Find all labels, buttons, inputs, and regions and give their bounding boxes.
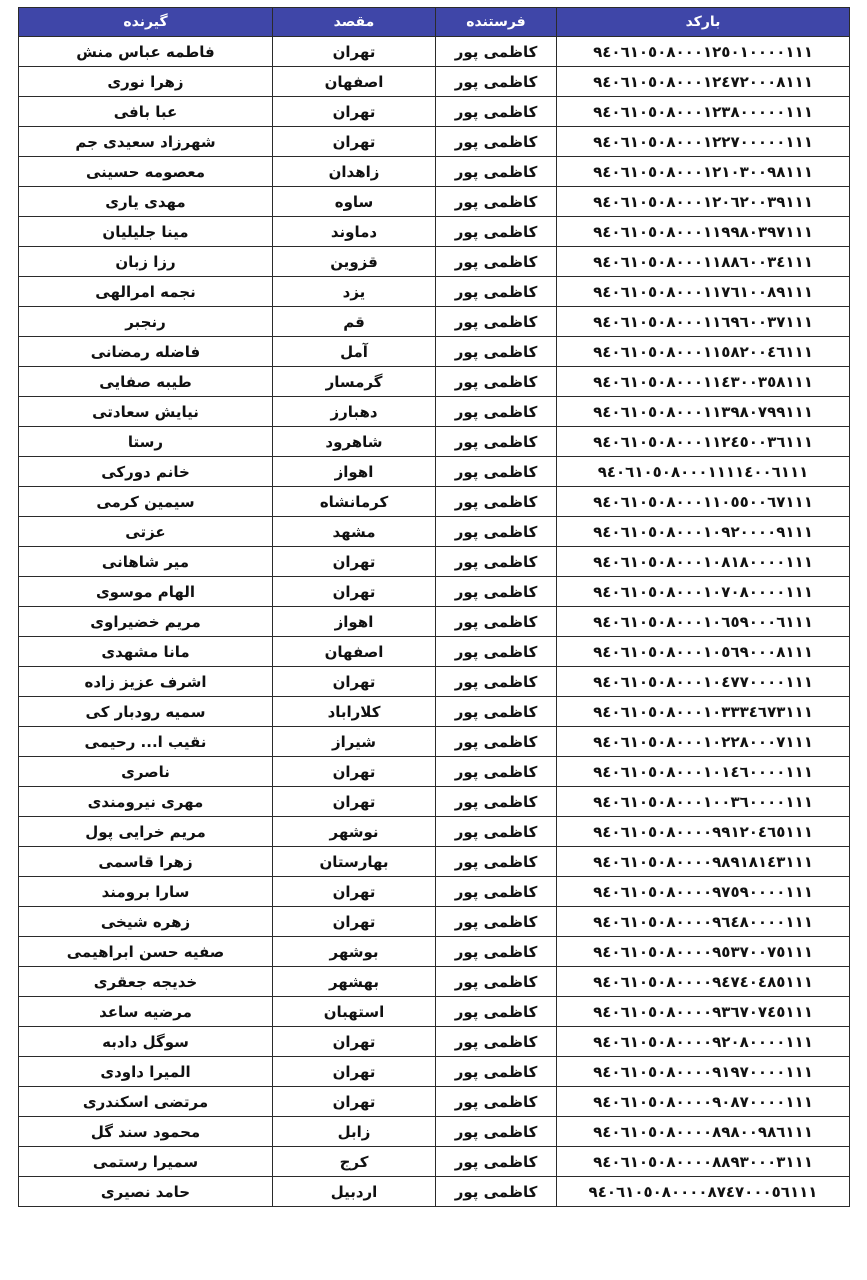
destination-cell: اهواز [273,607,436,637]
header-row [19,8,850,37]
destination-cell: بوشهر [273,937,436,967]
shipment-sheet [18,7,849,1207]
table-row [19,997,850,1027]
destination-cell: تهران [273,787,436,817]
table-row [19,697,850,727]
sender-cell: کاظمی پور [436,157,557,187]
destination-cell: استهبان [273,997,436,1027]
recipient-cell: الهام موسوی [19,577,273,607]
sender-cell: کاظمی پور [436,187,557,217]
recipient-cell: ناصری [19,757,273,787]
recipient-cell: اشرف عزیز زاده [19,667,273,697]
barcode-cell: ۹٤۰٦۱۰٥۰۸۰۰۰۰۹۱۹۷۰۰۰۰۱۱۱ [557,1057,850,1087]
barcode-cell: ۹٤۰٦۱۰٥۰۸۰۰۰۱۲۲۷۰۰۰۰۰۱۱۱ [557,127,850,157]
header-destination: مقصد [273,8,436,37]
barcode-cell: ۹٤۰٦۱۰٥۰۸۰۰۰۱۰۰۳٦۰۰۰۰۱۱۱ [557,787,850,817]
destination-cell: دماوند [273,217,436,247]
table-row [19,127,850,157]
destination-cell: تهران [273,1057,436,1087]
barcode-cell: ۹٤۰٦۱۰٥۰۸۰۰۰۱۰۳۳۳٤٦۷۳۱۱۱ [557,697,850,727]
table-row [19,907,850,937]
table-row [19,877,850,907]
sender-cell: کاظمی پور [436,847,557,877]
recipient-cell: عزتی [19,517,273,547]
recipient-cell: مرتضی اسکندری [19,1087,273,1117]
barcode-cell: ۹٤۰٦۱۰٥۰۸۰۰۰۱۲٥۰۱۰۰۰۰۱۱۱ [557,37,850,67]
destination-cell: تهران [273,97,436,127]
barcode-cell: ۹٤۰٦۱۰٥۰۸۰۰۰۰۹۹۱۲۰٤٦٥۱۱۱ [557,817,850,847]
sender-cell: کاظمی پور [436,1087,557,1117]
header-sender: فرستنده [436,8,557,37]
recipient-cell: مریم خرایی پول [19,817,273,847]
barcode-cell: ۹٤۰٦۱۰٥۰۸۰۰۰۱۱٥۸۲۰۰٤٦۱۱۱ [557,337,850,367]
table-row [19,667,850,697]
sender-cell: کاظمی پور [436,127,557,157]
sender-cell: کاظمی پور [436,247,557,277]
recipient-cell: معصومه حسینی [19,157,273,187]
destination-cell: قم [273,307,436,337]
barcode-cell: ۹٤۰٦۱۰٥۰۸۰۰۰۱۲۱۰۳۰۰۹۸۱۱۱ [557,157,850,187]
recipient-cell: میر شاهانی [19,547,273,577]
table-row [19,367,850,397]
sender-cell: کاظمی پور [436,1027,557,1057]
recipient-cell: مهری نیرومندی [19,787,273,817]
destination-cell: تهران [273,757,436,787]
sender-cell: کاظمی پور [436,757,557,787]
recipient-cell: شهرزاد سعیدی جم [19,127,273,157]
barcode-cell: ۹٤۰٦۱۰٥۰۸۰۰۰۰۹۸۹۱۸۱٤۳۱۱۱ [557,847,850,877]
destination-cell: تهران [273,907,436,937]
sender-cell: کاظمی پور [436,727,557,757]
table-row [19,457,850,487]
table-row [19,757,850,787]
table-row [19,607,850,637]
barcode-cell: ۹٤۰٦۱۰٥۰۸۰۰۰۰۹۰۸۷۰۰۰۰۱۱۱ [557,1087,850,1117]
barcode-cell: ۹٤۰٦۱۰٥۰۸۰۰۰۱۱٤۳۰۰۳٥۸۱۱۱ [557,367,850,397]
recipient-cell: خانم دورکی [19,457,273,487]
barcode-cell: ۹٤۰٦۱۰٥۰۸۰۰۰۱۱۳۹۸۰۷۹۹۱۱۱ [557,397,850,427]
barcode-cell: ۹٤۰٦۱۰٥۰۸۰۰۰۱۱٦۹٦۰۰۳۷۱۱۱ [557,307,850,337]
barcode-cell: ۹٤۰٦۱۰٥۰۸۰۰۰۱۱۲٤٥۰۰۳٦۱۱۱ [557,427,850,457]
destination-cell: یزد [273,277,436,307]
table-row [19,187,850,217]
barcode-cell: ۹٤۰٦۱۰٥۰۸۰۰۰۱۱۰٥٥۰۰٦۷۱۱۱ [557,487,850,517]
shipment-table [18,7,850,1207]
barcode-cell: ۹٤۰٦۱۰٥۰۸۰۰۰۰۹٥۳۷۰۰۷٥۱۱۱ [557,937,850,967]
barcode-cell: ۹٤۰٦۱۰٥۰۸۰۰۰۱۰٦٥۹۰۰۰٦۱۱۱ [557,607,850,637]
recipient-cell: زهره شیخی [19,907,273,937]
recipient-cell: سیمین کرمی [19,487,273,517]
recipient-cell: سارا برومند [19,877,273,907]
table-row [19,487,850,517]
destination-cell: کرج [273,1147,436,1177]
barcode-cell: ۹٤۰٦۱۰٥۰۸۰۰۰۱۱۸۸٦۰۰۳٤۱۱۱ [557,247,850,277]
sender-cell: کاظمی پور [436,817,557,847]
table-row [19,637,850,667]
table-row [19,577,850,607]
destination-cell: شاهرود [273,427,436,457]
recipient-cell: المیرا داودی [19,1057,273,1087]
sender-cell: کاظمی پور [436,937,557,967]
table-row [19,1177,850,1207]
destination-cell: قزوین [273,247,436,277]
destination-cell: تهران [273,1087,436,1117]
table-row [19,787,850,817]
sender-cell: کاظمی پور [436,487,557,517]
barcode-cell: ۹٤۰٦۱۰٥۰۸۰۰۰۰۸۷٤۷۰۰۰٥٦۱۱۱ [557,1177,850,1207]
barcode-cell: ۹٤۰٦۱۰٥۰۸۰۰۰۱۰۹۲۰۰۰۰۹۱۱۱ [557,517,850,547]
recipient-cell: مریم خضیراوی [19,607,273,637]
destination-cell: مشهد [273,517,436,547]
table-row [19,37,850,67]
recipient-cell: مانا مشهدی [19,637,273,667]
destination-cell: زاهدان [273,157,436,187]
barcode-cell: ۹٤۰٦۱۰٥۰۸۰۰۰۱۱۱۱٤۰۰٦۱۱۱ [557,457,850,487]
recipient-cell: طیبه صفایی [19,367,273,397]
barcode-cell: ۹٤۰٦۱۰٥۰۸۰۰۰۰۹۲۰۸۰۰۰۰۱۱۱ [557,1027,850,1057]
table-header [19,8,850,37]
recipient-cell: مرضیه ساعد [19,997,273,1027]
table-row [19,337,850,367]
sender-cell: کاظمی پور [436,1057,557,1087]
destination-cell: ساوه [273,187,436,217]
recipient-cell: محمود سند گل [19,1117,273,1147]
recipient-cell: فاضله رمضانی [19,337,273,367]
table-row [19,1087,850,1117]
table-row [19,217,850,247]
sender-cell: کاظمی پور [436,787,557,817]
destination-cell: اردبیل [273,1177,436,1207]
sender-cell: کاظمی پور [436,967,557,997]
barcode-cell: ۹٤۰٦۱۰٥۰۸۰۰۰۱۰٥٦۹۰۰۰۸۱۱۱ [557,637,850,667]
recipient-cell: عبا بافی [19,97,273,127]
table-row [19,517,850,547]
table-row [19,967,850,997]
destination-cell: بهارستان [273,847,436,877]
recipient-cell: نیایش سعادتی [19,397,273,427]
recipient-cell: مهدی یاری [19,187,273,217]
recipient-cell: سمیرا رستمی [19,1147,273,1177]
destination-cell: اصفهان [273,637,436,667]
recipient-cell: زهرا قاسمی [19,847,273,877]
barcode-cell: ۹٤۰٦۱۰٥۰۸۰۰۰۱۱۹۹۸۰۳۹۷۱۱۱ [557,217,850,247]
table-row [19,247,850,277]
destination-cell: شیراز [273,727,436,757]
barcode-cell: ۹٤۰٦۱۰٥۰۸۰۰۰۰۸۹۸۰۰۹۸٦۱۱۱ [557,1117,850,1147]
table-row [19,1147,850,1177]
barcode-cell: ۹٤۰٦۱۰٥۰۸۰۰۰۱۲۰٦۲۰۰۳۹۱۱۱ [557,187,850,217]
barcode-cell: ۹٤۰٦۱۰٥۰۸۰۰۰۰۹۳٦۷۰۷٤٥۱۱۱ [557,997,850,1027]
sender-cell: کاظمی پور [436,457,557,487]
destination-cell: گرمسار [273,367,436,397]
recipient-cell: سوگل دادبه [19,1027,273,1057]
table-row [19,817,850,847]
destination-cell: تهران [273,667,436,697]
barcode-cell: ۹٤۰٦۱۰٥۰۸۰۰۰۱۰۸۱۸۰۰۰۰۱۱۱ [557,547,850,577]
destination-cell: اصفهان [273,67,436,97]
recipient-cell: رستا [19,427,273,457]
destination-cell: کلاراباد [273,697,436,727]
barcode-cell: ۹٤۰٦۱۰٥۰۸۰۰۰۱۰۱٤٦۰۰۰۰۱۱۱ [557,757,850,787]
sender-cell: کاظمی پور [436,667,557,697]
recipient-cell: فاطمه عباس منش [19,37,273,67]
table-row [19,67,850,97]
barcode-cell: ۹٤۰٦۱۰٥۰۸۰۰۰۱۲۳۸۰۰۰۰۰۱۱۱ [557,97,850,127]
table-row [19,727,850,757]
barcode-cell: ۹٤۰٦۱۰٥۰۸۰۰۰۱۰۷۰۸۰۰۰۰۱۱۱ [557,577,850,607]
destination-cell: تهران [273,547,436,577]
recipient-cell: نقیب ا... رحیمی [19,727,273,757]
table-row [19,937,850,967]
sender-cell: کاظمی پور [436,637,557,667]
table-row [19,547,850,577]
sender-cell: کاظمی پور [436,607,557,637]
destination-cell: نوشهر [273,817,436,847]
destination-cell: بهشهر [273,967,436,997]
destination-cell: دهبارز [273,397,436,427]
sender-cell: کاظمی پور [436,67,557,97]
barcode-cell: ۹٤۰٦۱۰٥۰۸۰۰۰۱۲٤۷۲۰۰۰۸۱۱۱ [557,67,850,97]
sender-cell: کاظمی پور [436,1177,557,1207]
destination-cell: تهران [273,127,436,157]
table-row [19,397,850,427]
sender-cell: کاظمی پور [436,427,557,457]
sender-cell: کاظمی پور [436,37,557,67]
table-row [19,97,850,127]
table-row [19,277,850,307]
recipient-cell: نجمه امرالهی [19,277,273,307]
recipient-cell: خدیجه جعقری [19,967,273,997]
recipient-cell: مینا جلیلیان [19,217,273,247]
table-row [19,307,850,337]
destination-cell: تهران [273,1027,436,1057]
header-barcode: بارکد [557,8,850,37]
barcode-cell: ۹٤۰٦۱۰٥۰۸۰۰۰۰۸۸۹۳۰۰۰۳۱۱۱ [557,1147,850,1177]
sender-cell: کاظمی پور [436,1147,557,1177]
table-row [19,427,850,457]
recipient-cell: رنجبر [19,307,273,337]
sender-cell: کاظمی پور [436,577,557,607]
recipient-cell: صفیه حسن ابراهیمی [19,937,273,967]
barcode-cell: ۹٤۰٦۱۰٥۰۸۰۰۰۱۰۲۲۸۰۰۰۷۱۱۱ [557,727,850,757]
sender-cell: کاظمی پور [436,217,557,247]
sender-cell: کاظمی پور [436,547,557,577]
sender-cell: کاظمی پور [436,367,557,397]
table-body [19,37,850,1207]
table-row [19,157,850,187]
sender-cell: کاظمی پور [436,907,557,937]
barcode-cell: ۹٤۰٦۱۰٥۰۸۰۰۰۱۰٤۷۷۰۰۰۰۱۱۱ [557,667,850,697]
table-row [19,1117,850,1147]
destination-cell: آمل [273,337,436,367]
destination-cell: اهواز [273,457,436,487]
recipient-cell: زهرا نوری [19,67,273,97]
sender-cell: کاظمی پور [436,307,557,337]
recipient-cell: سمیه رودبار کی [19,697,273,727]
destination-cell: تهران [273,37,436,67]
barcode-cell: ۹٤۰٦۱۰٥۰۸۰۰۰۰۹۷٥۹۰۰۰۰۱۱۱ [557,877,850,907]
sender-cell: کاظمی پور [436,517,557,547]
destination-cell: تهران [273,877,436,907]
barcode-cell: ۹٤۰٦۱۰٥۰۸۰۰۰۰۹٦٤۸۰۰۰۰۱۱۱ [557,907,850,937]
sender-cell: کاظمی پور [436,877,557,907]
barcode-cell: ۹٤۰٦۱۰٥۰۸۰۰۰۱۱۷٦۱۰۰۸۹۱۱۱ [557,277,850,307]
sender-cell: کاظمی پور [436,1117,557,1147]
destination-cell: کرمانشاه [273,487,436,517]
header-recipient: گیرنده [19,8,273,37]
sender-cell: کاظمی پور [436,697,557,727]
barcode-cell: ۹٤۰٦۱۰٥۰۸۰۰۰۰۹٤۷٤۰٤۸٥۱۱۱ [557,967,850,997]
table-row [19,1057,850,1087]
recipient-cell: حامد نصیری [19,1177,273,1207]
table-row [19,847,850,877]
sender-cell: کاظمی پور [436,97,557,127]
sender-cell: کاظمی پور [436,997,557,1027]
destination-cell: تهران [273,577,436,607]
destination-cell: زابل [273,1117,436,1147]
table-row [19,1027,850,1057]
sender-cell: کاظمی پور [436,397,557,427]
recipient-cell: رزا زبان [19,247,273,277]
sender-cell: کاظمی پور [436,337,557,367]
sender-cell: کاظمی پور [436,277,557,307]
